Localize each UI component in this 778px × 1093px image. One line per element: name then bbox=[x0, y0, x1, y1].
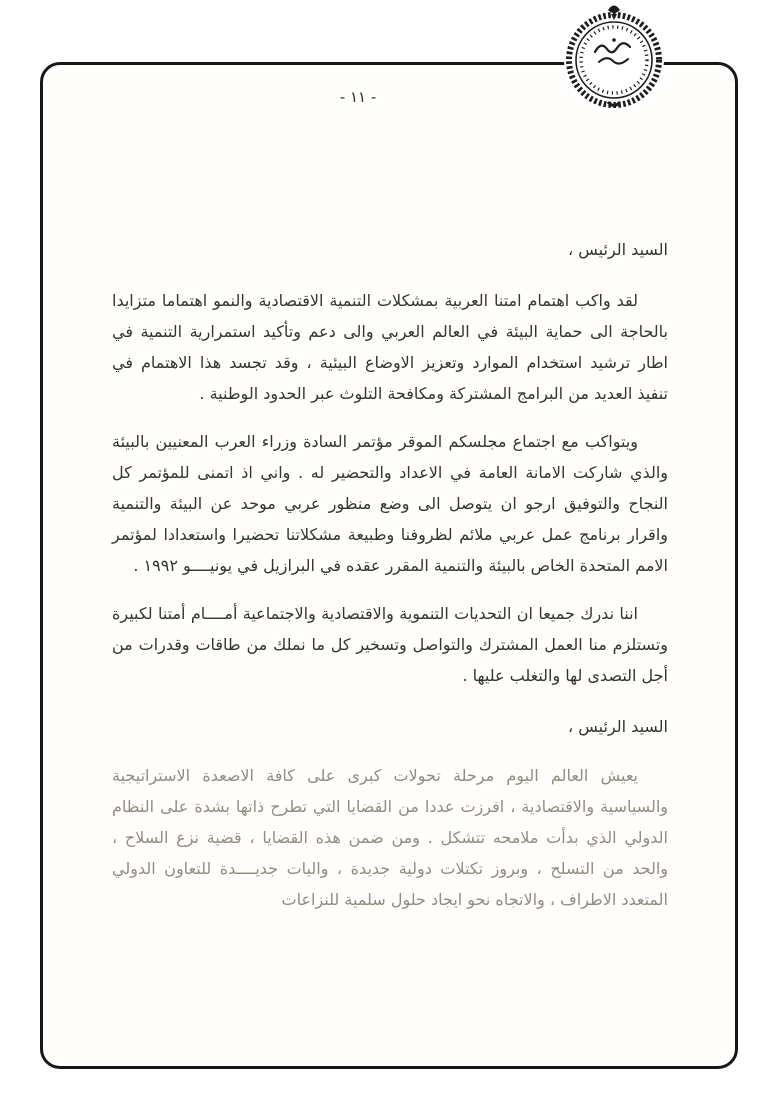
paragraph-3: اننا ندرك جميعا ان التحديات التنموية والاقتصادية والاجتماعية أمــــام أمتنا لكبيرة وتستلزم منا العمل المشترك والتواصل وتسخير كل ما نملك من طاقات وقدرات من أجل التصدى لها والتغلب عليها . bbox=[112, 604, 668, 685]
salutation-2: السيد الرئيس ، bbox=[568, 717, 668, 736]
document-body bbox=[112, 234, 668, 932]
page-number: - ١١ - bbox=[339, 88, 377, 106]
paragraph-1: لقد واكب اهتمام امتنا العربية بمشكلات التنمية الاقتصادية والنمو اهتماما متزايدا بالحاجة الى حماية البيئة في العالم العربي والى دعم وتأكيد استمرارية التنمية في اطار ترشيد استخدام الموارد وتعزيز الاوضاع البيئية ، وقد تجسد هذا الاهتمام في تنفيذ العديد من البرامج المشتركة ومكافحة التلوث عبر الحدود الوطنية . bbox=[112, 291, 668, 403]
paragraph-4: يعيش العالم اليوم مرحلة تحولات كبرى على كافة الاصعدة الاستراتيجية والسياسية والاقتصادية ، افرزت عددا من القضايا التي تطرح ذاتها بشدة على النظام الدولي الذي بدأت ملامحه تتشكل . ومن ضمن هذه القضايا ، قضية نزع السلاح ، والحد من التسلح ، وبروز تكتلات دولية جديدة ، واليات جديــــدة للتعاون الدولي المتعدد الاطراف ، والاتجاه نحو ايجاد حلول سلمية للنزاعات bbox=[112, 766, 668, 909]
salutation-1: السيد الرئيس ، bbox=[568, 240, 668, 259]
paragraph-2: ويتواكب مع اجتماع مجلسكم الموقر مؤتمر السادة وزراء العرب المعنيين بالبيئة والذي شاركت الامانة العامة في الاعداد والتحضير له . واني اذ اتمنى للمؤتمر كل النجاح والتوفيق ارجو ان يتوصل الى وضع منظور عربي موحد عن البيئة والتنمية واقرار برنامج عمل عربي ملائم لظروفنا وطبيعة مشكلاتنا تحضيرا واستعدادا لمؤتمر الامم المتحدة الخاص بالبيئة والتنمية المقرر عقده في البرازيل في يونيــــو ١٩٩٢ . bbox=[112, 432, 668, 575]
